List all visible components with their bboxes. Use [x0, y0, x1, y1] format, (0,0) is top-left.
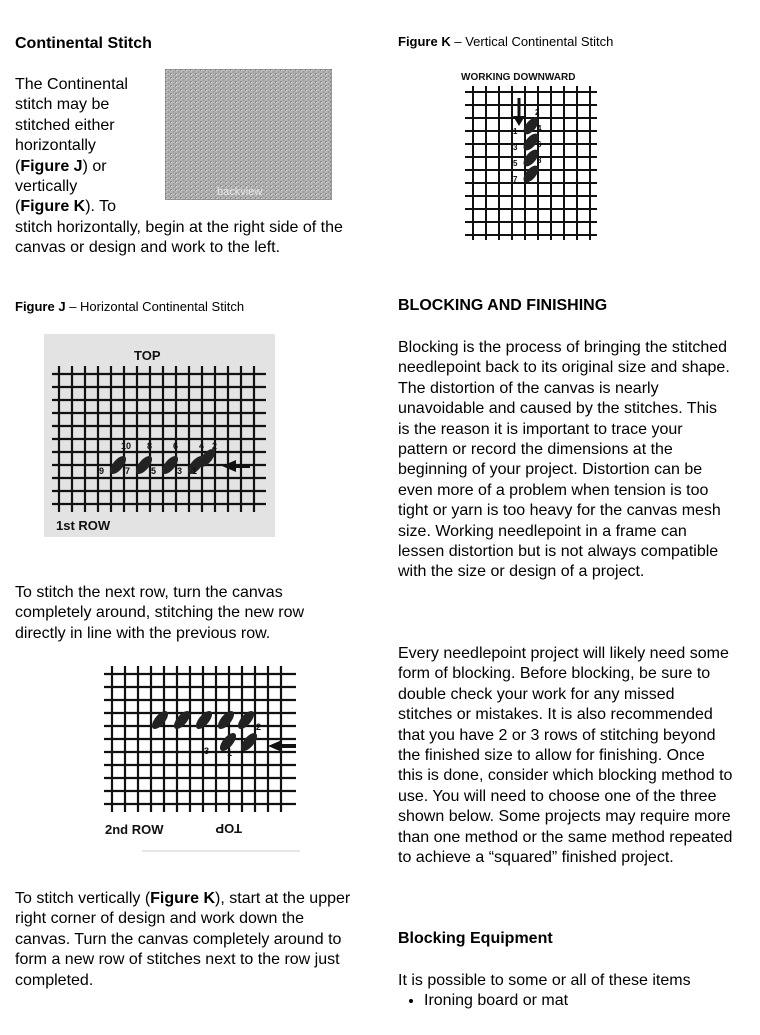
- figure-k-diagram: [455, 68, 605, 246]
- stitch-number: 6: [537, 140, 542, 149]
- stitch-number: 4: [199, 441, 205, 451]
- stitch-number: 2: [256, 722, 262, 732]
- stitch-number: 8: [537, 156, 542, 165]
- figure-k-ref: Figure K: [150, 890, 216, 907]
- figure-k-ref: Figure K: [20, 198, 86, 216]
- intro-line: stitched either: [15, 116, 115, 134]
- vertical-paragraph: To stitch vertically (Figure K), start at the upper right corner of design and work down the canvas. Turn the canvas completely around to form a new row of stitches next to the row just completed.: [15, 890, 351, 989]
- stitch-number: 4: [537, 124, 542, 133]
- stitch-number: 3: [204, 746, 210, 756]
- blocking-paragraph-1: Blocking is the process of bringing the stitched needlepoint back to its original size and shape. The distortion of the canvas is nearly unavoidable and caused by the stitches. This is the reason it is important to trace your pattern or record the dimensions at the beginning of your project. Distortion can be even more of a problem when tension is too tight or yarn is too heavy for the canvas mesh size. Working needlepoint in a frame can lessen distortion but is not always compatible with the size or design of a project.: [398, 339, 730, 581]
- next-row-paragraph: To stitch the next row, turn the canvas completely around, stitching the new row directly in line with the previous row.: [15, 584, 305, 642]
- figure-k-caption: Figure K – Vertical Continental Stitch: [398, 34, 614, 49]
- second-row-diagram: [100, 664, 305, 854]
- stitch-number: 2: [212, 441, 218, 451]
- stitch-number: 7: [513, 175, 518, 184]
- intro-line: horizontally: [15, 137, 96, 155]
- intro-line: stitch may be: [15, 96, 110, 114]
- blocking-equipment-heading: Blocking Equipment: [398, 930, 553, 947]
- stitch-number: 8: [147, 441, 153, 451]
- intro-line: (Figure J) or: [15, 157, 107, 175]
- stitch-number: 9: [99, 466, 105, 476]
- intro-line: vertically: [15, 178, 78, 196]
- backview-photo: [165, 69, 332, 200]
- stitch-number: 5: [151, 466, 157, 476]
- stitch-number: 7: [125, 466, 131, 476]
- stitch-number: 1: [513, 127, 518, 136]
- stitch-number: 10: [121, 441, 132, 451]
- equipment-list: [398, 991, 754, 1011]
- intro-line: (Figure K). To: [15, 198, 117, 216]
- blocking-finishing-heading: BLOCKING AND FINISHING: [398, 297, 608, 314]
- continental-stitch-heading: Continental Stitch: [15, 35, 152, 52]
- list-item: • Ironing board or mat: [424, 991, 754, 1011]
- continental-intro-rest: stitch horizontally, begin at the right side of the canvas or design and work to the left.: [15, 219, 343, 257]
- stitch-number: 3: [177, 466, 183, 476]
- figure-j-diagram: [44, 334, 275, 537]
- figure-j-row-label: 1st ROW: [56, 518, 111, 533]
- equipment-intro: It is possible to some or all of these items: [398, 972, 691, 989]
- stitch-number: 3: [513, 143, 518, 152]
- working-downward-label: WORKING DOWNWARD: [461, 72, 576, 83]
- blocking-paragraph-2: Every needlepoint project will likely need some form of blocking. Before blocking, be sure to double check your work for any missed stitches or mistakes. It is also recommended that you have 2 or 3 rows of stitching beyond the finished size to allow for finishing. Once this is done, consider which blocking method to use. You will need to choose one of the three shown below. Some projects may require more than one method or the same method repeated to achieve a “squared” finished project.: [398, 645, 733, 867]
- stitch-number: 2: [535, 108, 540, 117]
- backview-label: backview: [217, 186, 263, 198]
- stitch-number: 6: [173, 441, 179, 451]
- continental-intro-top: [15, 75, 160, 218]
- intro-line: The Continental: [15, 76, 128, 93]
- second-row-top-label-upside-down: TOP: [215, 821, 242, 836]
- stitch-number: 5: [513, 159, 518, 168]
- stitch-number: 1: [227, 748, 233, 758]
- figure-j-ref: Figure J: [20, 157, 83, 175]
- figure-j-caption: Figure J – Horizontal Continental Stitch: [15, 299, 245, 314]
- second-row-label: 2nd ROW: [105, 822, 164, 837]
- stitch-number: 1: [192, 466, 198, 476]
- figure-j-top-label: TOP: [134, 348, 161, 363]
